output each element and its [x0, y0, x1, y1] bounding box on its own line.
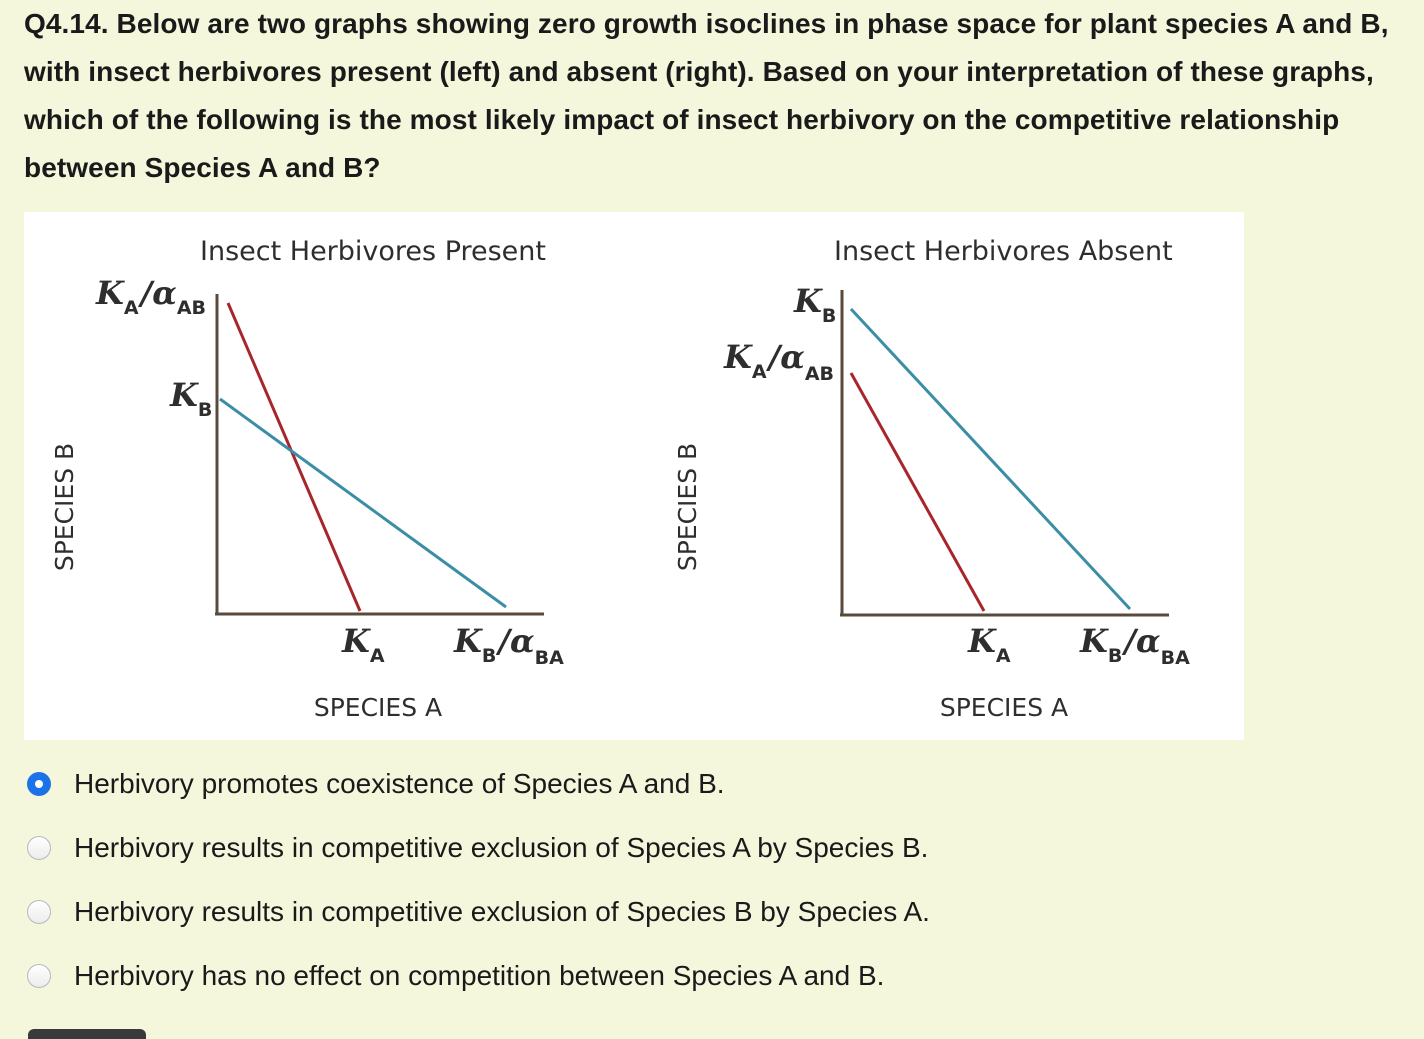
panel-herbivores-present	[50, 236, 564, 722]
x-right-intercept-label: $K_B/\alpha_{BA}$	[454, 622, 564, 669]
x-right-intercept-label: $K_B/\alpha_{BA}$	[1080, 622, 1190, 669]
answer-label[interactable]: Herbivory promotes coexistence of Species A and B.	[74, 768, 725, 799]
answer-label[interactable]: Herbivory has no effect on competition between Species A and B.	[74, 960, 885, 991]
species-b-isocline	[851, 309, 1130, 609]
species-a-isocline	[851, 373, 984, 611]
x-left-intercept-label: $K_A$	[342, 622, 385, 667]
isocline-figure	[24, 212, 1244, 740]
y-axis-label: SPECIES B	[50, 442, 79, 572]
panel-herbivores-absent	[673, 236, 1190, 722]
y-mid-intercept-label: $K_B$	[170, 376, 213, 421]
panel-title: Insect Herbivores Absent	[834, 236, 1173, 267]
radio-button[interactable]	[27, 964, 51, 988]
submit-button-edge[interactable]	[28, 1029, 146, 1039]
x-axis-label: SPECIES A	[313, 693, 443, 722]
answer-option-1[interactable]	[24, 752, 1324, 816]
species-a-isocline	[228, 303, 360, 611]
radio-button-selected[interactable]	[27, 772, 51, 796]
panel-title: Insect Herbivores Present	[200, 236, 546, 267]
y-top-intercept-label: $K_A/\alpha_{AB}$	[96, 274, 207, 319]
radio-button[interactable]	[27, 900, 51, 924]
answer-options	[24, 752, 1324, 1008]
answer-option-3[interactable]	[24, 880, 1324, 944]
radio-button[interactable]	[27, 836, 51, 860]
answer-label[interactable]: Herbivory results in competitive exclusion of Species B by Species A.	[74, 896, 930, 927]
answer-label[interactable]: Herbivory results in competitive exclusion of Species A by Species B.	[74, 832, 929, 863]
answer-option-2[interactable]	[24, 816, 1324, 880]
isocline-graphs	[24, 212, 1244, 740]
x-axis-label: SPECIES A	[939, 693, 1069, 722]
species-b-isocline	[220, 399, 506, 607]
y-top-intercept-label: $K_B$	[794, 282, 837, 327]
x-left-intercept-label: $K_A$	[968, 622, 1011, 667]
y-mid-intercept-label: $K_A/\alpha_{AB}$	[724, 338, 835, 385]
question-text: Q4.14. Below are two graphs showing zero growth isoclines in phase space for plant species A and B, with insect herbivores present (left) and absent (right). Based on your interpretation of these graphs, which of the following is the most likely impact of insect herbivory on the competitive relationship between Species A and B?	[24, 8, 1389, 183]
answer-option-4[interactable]	[24, 944, 1324, 1008]
y-axis-label: SPECIES B	[673, 442, 702, 572]
